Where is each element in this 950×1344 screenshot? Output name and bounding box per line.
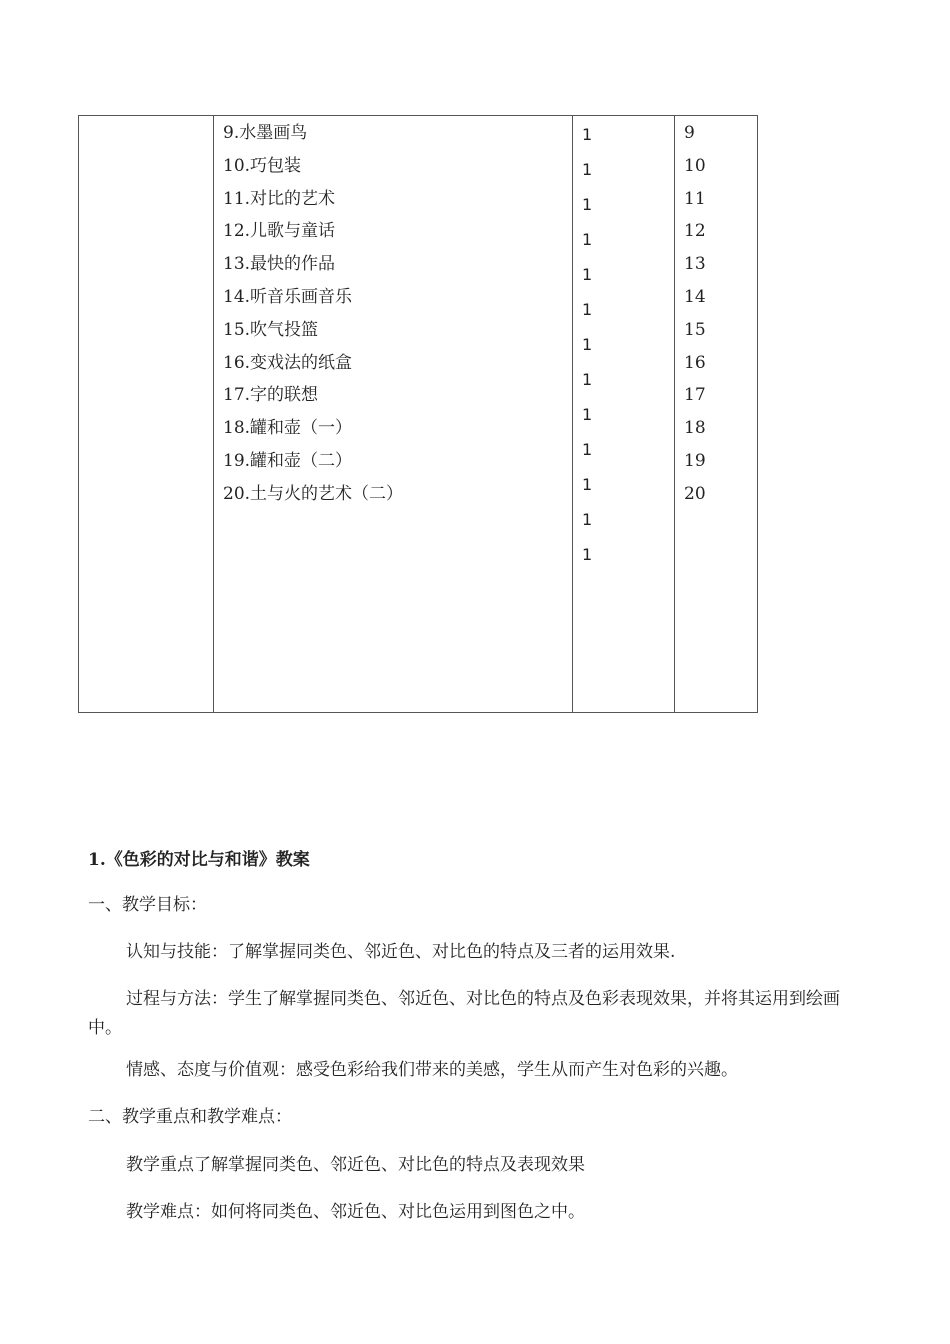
objective-cognition: 认知与技能：了解掌握同类色、邻近色、对比色的特点及三者的运用效果. [126, 942, 676, 962]
section-heading-key-points: 二、教学重点和教学难点： [88, 1107, 292, 1127]
order-item: 19 [684, 450, 706, 471]
order-item: 14 [684, 286, 706, 307]
hours-item: 1 [582, 300, 593, 319]
order-item: 17 [684, 385, 706, 406]
hours-item: 1 [582, 370, 593, 389]
hours-item: 1 [582, 440, 593, 459]
table-column-hours [573, 116, 675, 712]
lesson-item: 11.对比的艺术 [223, 188, 336, 209]
order-item: 12 [684, 221, 706, 242]
lesson-item: 12.儿歌与童话 [223, 221, 336, 242]
order-item: 11 [684, 188, 706, 209]
hours-item: 1 [582, 405, 593, 424]
hours-item: 1 [582, 475, 593, 494]
table-column-blank [79, 116, 214, 712]
hours-item: 1 [582, 230, 593, 249]
lesson-item: 18.罐和壶（一） [223, 418, 353, 439]
course-schedule-table [78, 115, 758, 713]
order-item: 16 [684, 352, 706, 373]
lesson-item: 15.吹气投篮 [223, 319, 319, 340]
hours-item: 1 [582, 545, 593, 564]
table-column-lessons [214, 116, 573, 712]
hours-list [573, 116, 674, 572]
order-item: 18 [684, 418, 706, 439]
lesson-item: 13.最快的作品 [223, 254, 336, 275]
order-item: 9 [684, 123, 695, 143]
order-item: 20 [684, 483, 706, 504]
difficulty-text: 教学难点：如何将同类色、邻近色、对比色运用到图色之中。 [126, 1202, 585, 1222]
lesson-item: 19.罐和壶（二） [223, 450, 353, 471]
key-point-text: 教学重点了解掌握同类色、邻近色、对比色的特点及表现效果 [126, 1155, 585, 1175]
lesson-item: 14.听音乐画音乐 [223, 286, 353, 307]
section-heading-objectives: 一、教学目标： [88, 895, 207, 915]
lesson-item: 17.字的联想 [223, 385, 319, 406]
order-list [675, 116, 757, 511]
lesson-item: 16.变戏法的纸盒 [223, 352, 353, 373]
lesson-plan-title: 1.《色彩的对比与和谐》教案 [88, 850, 310, 870]
hours-item: 1 [582, 265, 593, 284]
order-item: 10 [684, 155, 706, 176]
hours-item: 1 [582, 510, 593, 529]
order-item: 13 [684, 254, 706, 275]
lesson-item: 10.巧包装 [223, 155, 302, 176]
hours-item: 1 [582, 335, 593, 354]
hours-item: 1 [582, 160, 593, 179]
lesson-item: 9.水墨画鸟 [223, 123, 308, 143]
lesson-item: 20.土与火的艺术（二） [223, 483, 404, 504]
objective-emotion: 情感、态度与价值观：感受色彩给我们带来的美感，学生从而产生对色彩的兴趣。 [126, 1060, 738, 1080]
order-item: 15 [684, 319, 706, 340]
table-column-order [675, 116, 757, 712]
hours-item: 1 [582, 195, 593, 214]
lesson-list [214, 116, 572, 511]
hours-item: 1 [582, 125, 593, 144]
objective-process: 过程与方法：学生了解掌握同类色、邻近色、对比色的特点及色彩表现效果，并将其运用到绘画中。 [88, 989, 840, 1038]
